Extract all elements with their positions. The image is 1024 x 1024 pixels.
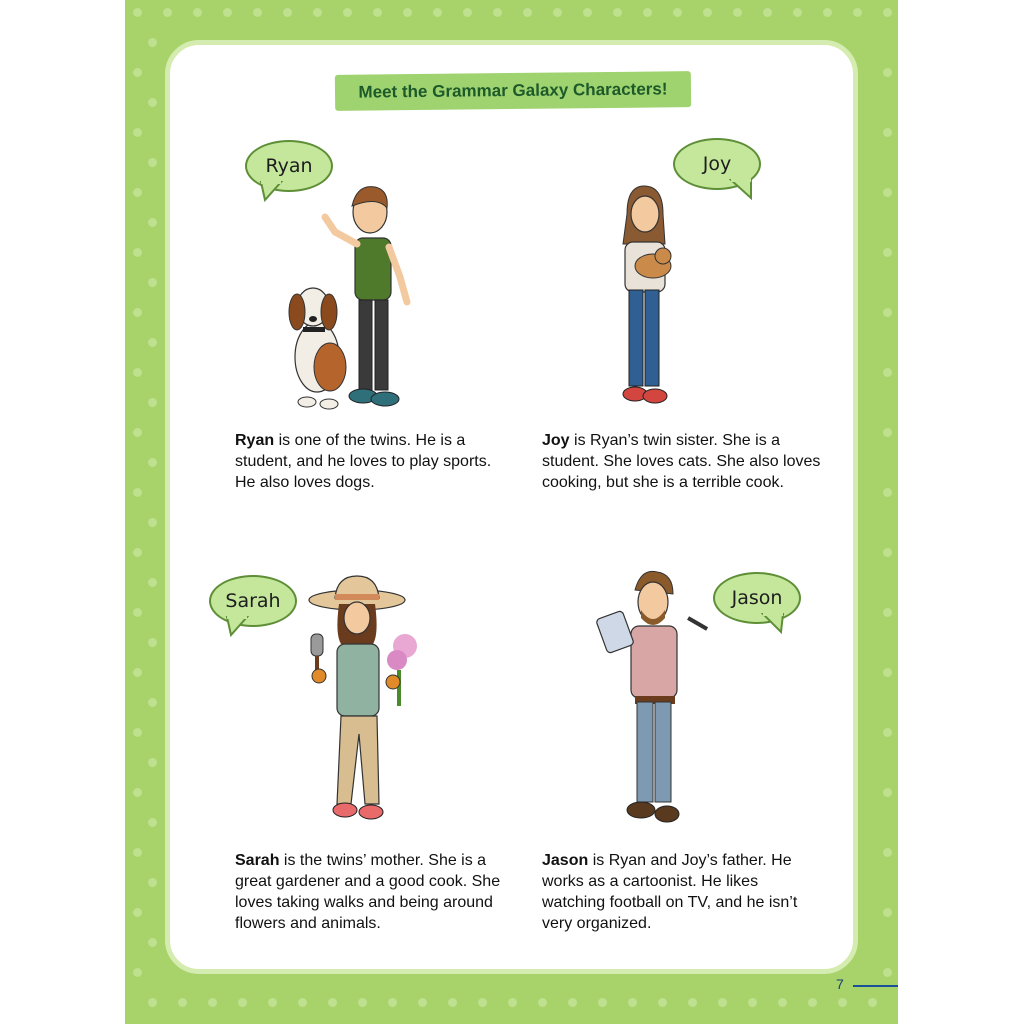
decorative-dot	[478, 998, 487, 1007]
decorative-dot	[253, 8, 262, 17]
decorative-dot	[868, 998, 877, 1007]
decorative-dot	[313, 8, 322, 17]
sarah-illustration	[305, 574, 425, 829]
decorative-dot	[178, 998, 187, 1007]
decorative-dot	[148, 698, 157, 707]
decorative-dot	[133, 428, 142, 437]
decorative-dot	[883, 8, 892, 17]
page-number: 7	[836, 976, 844, 992]
decorative-dot	[763, 8, 772, 17]
decorative-dot	[883, 248, 892, 257]
decorative-dot	[883, 788, 892, 797]
jason-illustration	[595, 570, 713, 830]
decorative-dot	[733, 8, 742, 17]
decorative-dot	[133, 368, 142, 377]
decorative-dot	[883, 908, 892, 917]
decorative-dot	[148, 998, 157, 1007]
decorative-dot	[148, 758, 157, 767]
decorative-dot	[148, 818, 157, 827]
decorative-dot	[598, 998, 607, 1007]
decorative-dot	[133, 248, 142, 257]
decorative-dot	[718, 998, 727, 1007]
page-number-rule	[853, 985, 898, 987]
decorative-dot	[298, 998, 307, 1007]
decorative-dot	[328, 998, 337, 1007]
decorative-dot	[133, 68, 142, 77]
character-text: is one of the twins. He is a student, and he loves to play sports. He also loves dogs.	[235, 432, 492, 491]
decorative-dot	[883, 728, 892, 737]
character-text: is Ryan and Joy’s father. He works as a cartoonist. He likes watching football on TV, and he isn’t very organized.	[542, 852, 798, 932]
decorative-dot	[853, 8, 862, 17]
decorative-dot	[418, 998, 427, 1007]
decorative-dot	[883, 368, 892, 377]
decorative-dot	[148, 938, 157, 947]
bubble-tail	[221, 615, 251, 637]
decorative-dot	[628, 998, 637, 1007]
character-name: Ryan	[235, 432, 275, 449]
decorative-dot	[583, 8, 592, 17]
decorative-dot	[688, 998, 697, 1007]
flowers-icon	[387, 634, 417, 706]
decorative-dot	[883, 608, 892, 617]
bubble-label: Joy	[702, 153, 732, 175]
decorative-dot	[148, 218, 157, 227]
decorative-dot	[133, 308, 142, 317]
dog-icon	[289, 288, 346, 409]
character-description-joy	[542, 430, 822, 493]
decorative-dot	[148, 578, 157, 587]
decorative-dot	[793, 8, 802, 17]
decorative-dot	[148, 98, 157, 107]
decorative-dot	[883, 188, 892, 197]
decorative-dot	[133, 788, 142, 797]
pen-icon	[687, 616, 708, 630]
character-text: is the twins’ mother. She is a great gardener and a good cook. She loves taking walks and being around flowers and animals.	[235, 852, 501, 932]
bubble-label: Jason	[731, 587, 783, 609]
decorative-dot	[823, 8, 832, 17]
bubble-tail	[255, 180, 285, 202]
decorative-dot	[133, 728, 142, 737]
decorative-dot	[208, 998, 217, 1007]
decorative-dot	[133, 968, 142, 977]
decorative-dot	[403, 8, 412, 17]
decorative-dot	[748, 998, 757, 1007]
joy-illustration	[609, 184, 679, 412]
decorative-dot	[133, 608, 142, 617]
decorative-dot	[703, 8, 712, 17]
decorative-dot	[538, 998, 547, 1007]
decorative-dot	[523, 8, 532, 17]
tablet-icon	[596, 610, 635, 653]
decorative-dot	[148, 638, 157, 647]
decorative-dot	[133, 188, 142, 197]
decorative-dot	[493, 8, 502, 17]
decorative-dot	[838, 998, 847, 1007]
bubble-label: Ryan	[265, 155, 313, 177]
decorative-dot	[163, 8, 172, 17]
decorative-dot	[613, 8, 622, 17]
title-banner	[335, 71, 691, 111]
character-text: is Ryan’s twin sister. She is a student. She loves cats. She also loves cooking, but she is a terrible cook.	[542, 432, 821, 491]
page-title: Meet the Grammar Galaxy Characters!	[358, 79, 668, 102]
bubble-tail	[729, 178, 759, 202]
decorative-dot	[133, 548, 142, 557]
decorative-dot	[148, 338, 157, 347]
decorative-dot	[133, 848, 142, 857]
decorative-dot	[553, 8, 562, 17]
decorative-dot	[883, 488, 892, 497]
character-description-jason	[542, 850, 822, 934]
decorative-dot	[343, 8, 352, 17]
decorative-dot	[808, 998, 817, 1007]
decorative-dot	[883, 68, 892, 77]
decorative-dot	[883, 848, 892, 857]
decorative-dot	[133, 908, 142, 917]
trowel-icon	[311, 634, 323, 674]
decorative-dot	[133, 488, 142, 497]
page-border	[125, 0, 898, 1024]
decorative-dot	[358, 998, 367, 1007]
bubble-label: Sarah	[225, 590, 281, 612]
decorative-dot	[133, 8, 142, 17]
decorative-dot	[238, 998, 247, 1007]
decorative-dot	[223, 8, 232, 17]
decorative-dot	[373, 8, 382, 17]
decorative-dot	[508, 998, 517, 1007]
character-name: Sarah	[235, 852, 280, 869]
character-description-ryan	[235, 430, 515, 493]
decorative-dot	[268, 998, 277, 1007]
character-name: Joy	[542, 432, 570, 449]
decorative-dot	[148, 398, 157, 407]
decorative-dot	[658, 998, 667, 1007]
decorative-dot	[433, 8, 442, 17]
decorative-dot	[673, 8, 682, 17]
decorative-dot	[883, 968, 892, 977]
decorative-dot	[883, 308, 892, 317]
decorative-dot	[148, 38, 157, 47]
decorative-dot	[133, 128, 142, 137]
decorative-dot	[133, 668, 142, 677]
character-name: Jason	[542, 852, 589, 869]
decorative-dot	[283, 8, 292, 17]
decorative-dot	[148, 458, 157, 467]
decorative-dot	[643, 8, 652, 17]
decorative-dot	[883, 428, 892, 437]
decorative-dot	[148, 278, 157, 287]
character-description-sarah	[235, 850, 515, 934]
decorative-dot	[883, 668, 892, 677]
decorative-dot	[568, 998, 577, 1007]
bubble-tail	[761, 612, 791, 636]
decorative-dot	[148, 158, 157, 167]
decorative-dot	[193, 8, 202, 17]
decorative-dot	[448, 998, 457, 1007]
decorative-dot	[463, 8, 472, 17]
decorative-dot	[883, 548, 892, 557]
decorative-dot	[148, 878, 157, 887]
decorative-dot	[778, 998, 787, 1007]
decorative-dot	[883, 128, 892, 137]
decorative-dot	[148, 518, 157, 527]
decorative-dot	[388, 998, 397, 1007]
ryan-illustration	[285, 182, 425, 417]
